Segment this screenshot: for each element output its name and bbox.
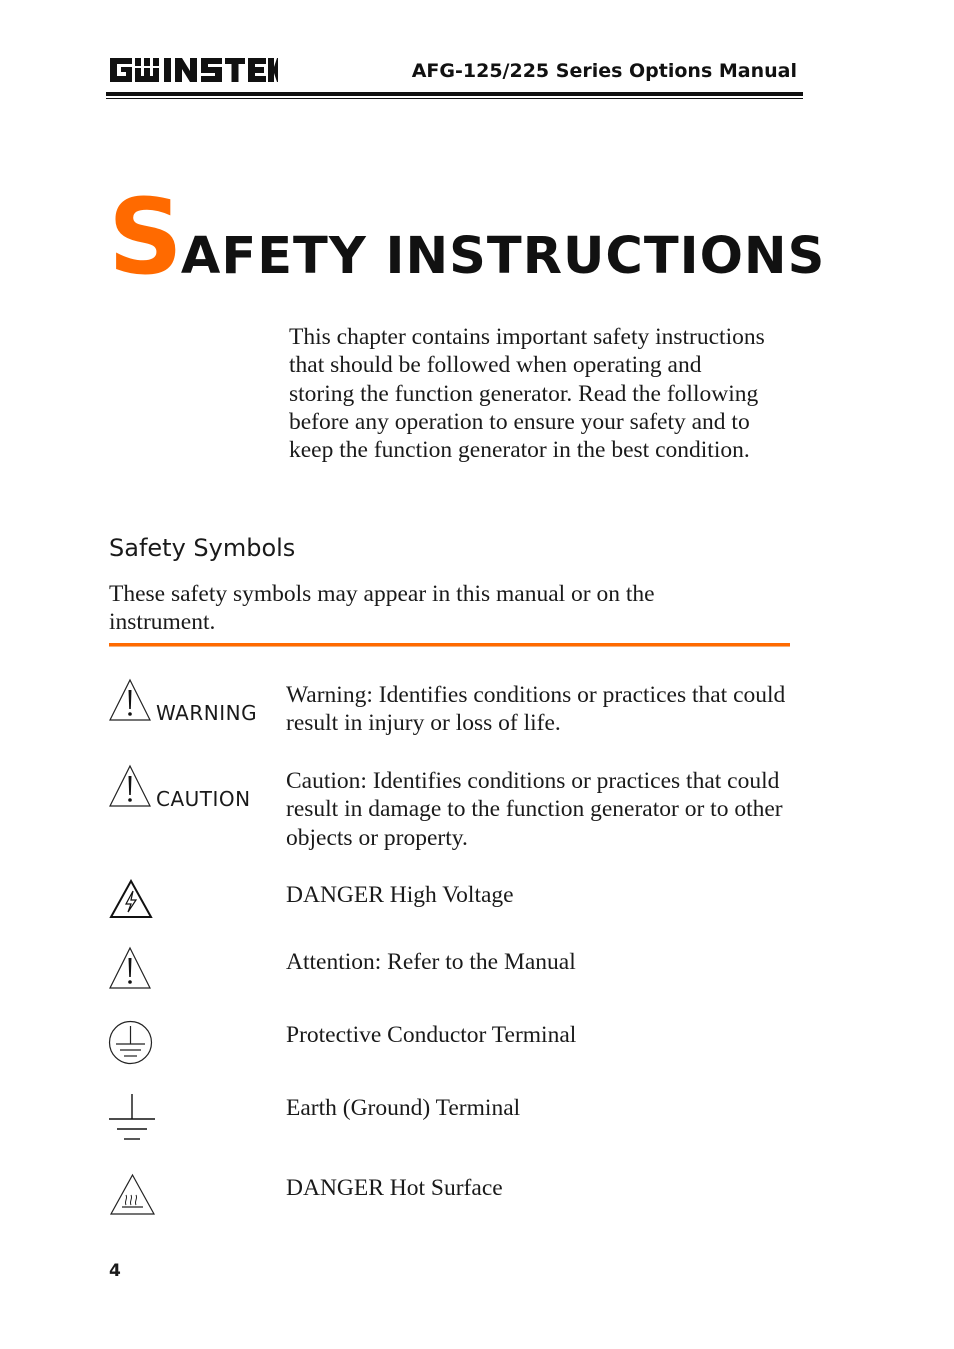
section-text: These safety symbols may appear in this manual or on the instrument. xyxy=(109,581,655,636)
attention-description: Attention: Refer to the Manual xyxy=(286,949,576,975)
chapter-title-initial: S xyxy=(108,176,181,298)
earth-ground-icon xyxy=(108,1093,156,1143)
chapter-title xyxy=(108,176,826,298)
protective-conductor-icon xyxy=(108,1020,153,1065)
earth-ground-description: Earth (Ground) Terminal xyxy=(286,1095,521,1121)
warning-label: WARNING xyxy=(156,701,258,725)
caution-triangle-icon xyxy=(108,764,152,808)
warning-triangle-icon xyxy=(108,678,152,722)
warning-description: Warning: Identifies conditions or practices that could result in injury or loss of life. xyxy=(286,682,786,737)
manual-title: AFG-125/225 Series Options Manual xyxy=(411,60,797,82)
section-divider xyxy=(109,643,790,647)
high-voltage-description: DANGER High Voltage xyxy=(286,882,514,908)
hot-surface-description: DANGER Hot Surface xyxy=(286,1175,503,1201)
caution-description: Caution: Identifies conditions or practices that could result in damage to the function generator or to other objects or property. xyxy=(286,768,783,851)
chapter-title-rest: AFETY INSTRUCTIONS xyxy=(180,227,826,286)
section-heading: Safety Symbols xyxy=(109,534,296,562)
protective-conductor-description: Protective Conductor Terminal xyxy=(286,1022,577,1048)
caution-label: CAUTION xyxy=(156,787,251,811)
high-voltage-icon xyxy=(109,879,153,919)
header-rule-thin xyxy=(106,98,803,99)
header-rule xyxy=(106,92,803,96)
page-number: 4 xyxy=(109,1261,121,1281)
chapter-intro: This chapter contains important safety instructions that should be followed when operating and storing the function generator. Read the following before any operation to ensure your safety and to keep the function generator in the best condition. xyxy=(289,324,765,464)
gw-instek-logo xyxy=(108,54,278,86)
attention-manual-icon xyxy=(108,946,152,990)
hot-surface-icon xyxy=(109,1173,156,1216)
